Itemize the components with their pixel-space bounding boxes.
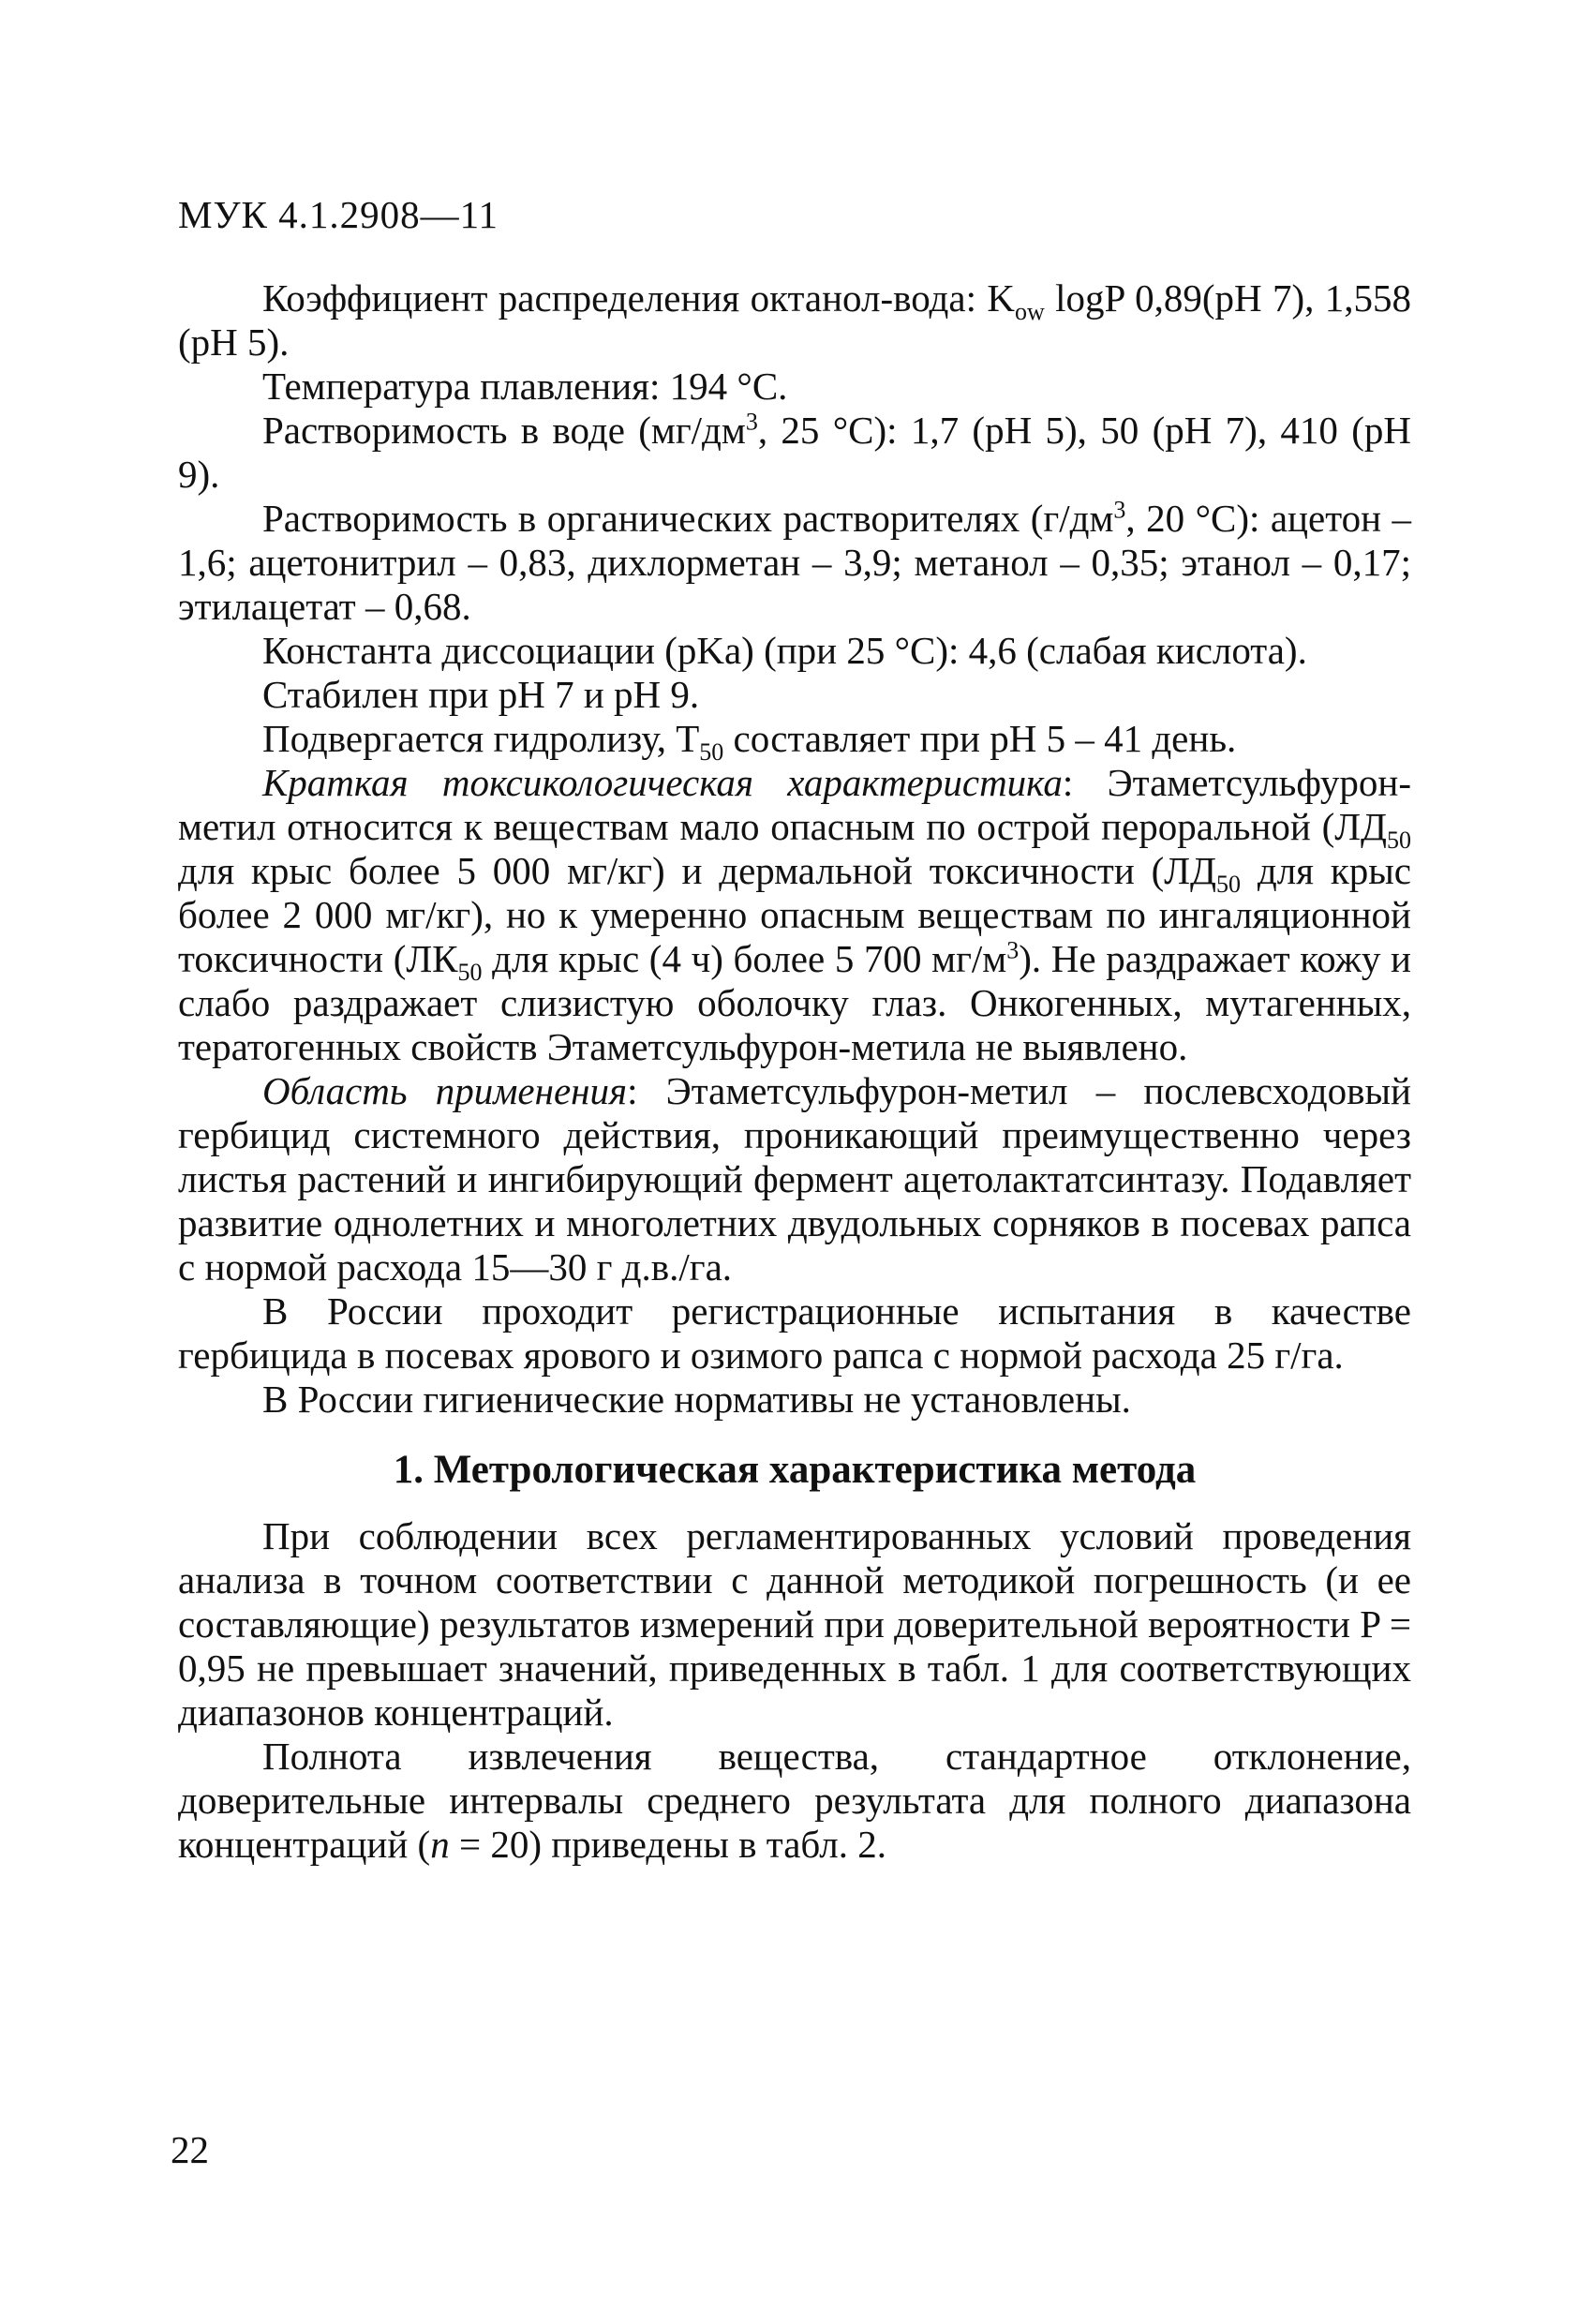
- melting-point: Температура плавления: 194 °С.: [262, 365, 788, 408]
- body-text: [178, 276, 1411, 1867]
- application-paragraph: Область применения: Этаметсульфурон-метил – послевсходовый гербицид системного действия, проникающий преимущественно через листья растений и ингибирующий фермент ацетолактатсинтазу. Подавляет развитие однолетних и многолетних двудольных сорняков в посевах рапса с нормой расхода 15—30 г д.в./га.: [178, 1069, 1411, 1289]
- application-label: Область применения: [262, 1069, 628, 1112]
- page-number: 22: [171, 2128, 209, 2171]
- organic-solubility: Растворимость в органических растворителях ($г/дм^3$, 20 °С): ацетон – 1,6; ацетонитрил – 0,83, дихлорметан – 3,9; метанол – 0,35; этанол – 0,17; этилацетат – 0,68.: [178, 496, 1411, 628]
- document-code: МУК 4.1.2908—11: [178, 193, 499, 236]
- registration-paragraph: В России проходит регистрационные испытания в качестве гербицида в посевах ярового и озимого рапса с нормой расхода 25 г/га.: [178, 1289, 1411, 1377]
- hydrolysis: Подвергается гидролизу, $T_{50}$ составляет при pH 5 – 41 день.: [262, 717, 1237, 767]
- toxicology-label: Краткая токсикологическая характеристика: [262, 761, 1063, 804]
- metrology-paragraph: При соблюдении всех регламентированных условий проведения анализа в точном соответствии с данной методикой погрешность (и ее составляющие) результатов измерений при доверительной вероятности P = 0,95 не превышает значений, приведенных в табл. 1 для соответствующих диапазонов концентраций.: [178, 1514, 1411, 1734]
- water-solubility: Растворимость в воде ($мг/дм^3$, 25 °С): 1,7 (pH 5), 50 (pH 7), 410 (pH 9).: [178, 408, 1411, 496]
- hygiene-paragraph: В России гигиенические нормативы не установлены.: [262, 1378, 1131, 1421]
- toxicology-paragraph: Краткая токсикологическая характеристика: Этаметсульфурон-метил относится к веществам мало опасным по острой пероральной ($ЛД_{50}$ для крыс более 5 000 мг/кг) и дермальной токсичности ($ЛД_{50}$ для крыс более 2 000 мг/кг), но к умеренно опасным веществам по ингаляционной токсичности ($ЛК_{50}$ для крыс (4 ч) более 5 700 $мг/м^3$). Не раздражает кожу и слабо раздражает слизистую оболочку глаз. Онкогенных, мутагенных, тератогенных свойств Этаметсульфурон-метила не выявлено.: [178, 761, 1412, 1068]
- section-heading: 1. Метрологическая характеристика метода: [393, 1448, 1197, 1492]
- partition-coefficient: Коэффициент распределения октанол-вода: $K_{ow}$ logP 0,89(pH 7), 1,558 (pH 5).: [178, 276, 1411, 364]
- recovery-paragraph: Полнота извлечения вещества, стандартное отклонение, доверительные интервалы среднего результата для полного диапазона концентраций (n = 20) приведены в табл. 2.: [178, 1735, 1411, 1866]
- dissociation-constant: Константа диссоциации (pKa) (при 25 °С): 4,6 (слабая кислота).: [262, 629, 1307, 672]
- stability: Стабилен при pH 7 и pH 9.: [262, 673, 700, 716]
